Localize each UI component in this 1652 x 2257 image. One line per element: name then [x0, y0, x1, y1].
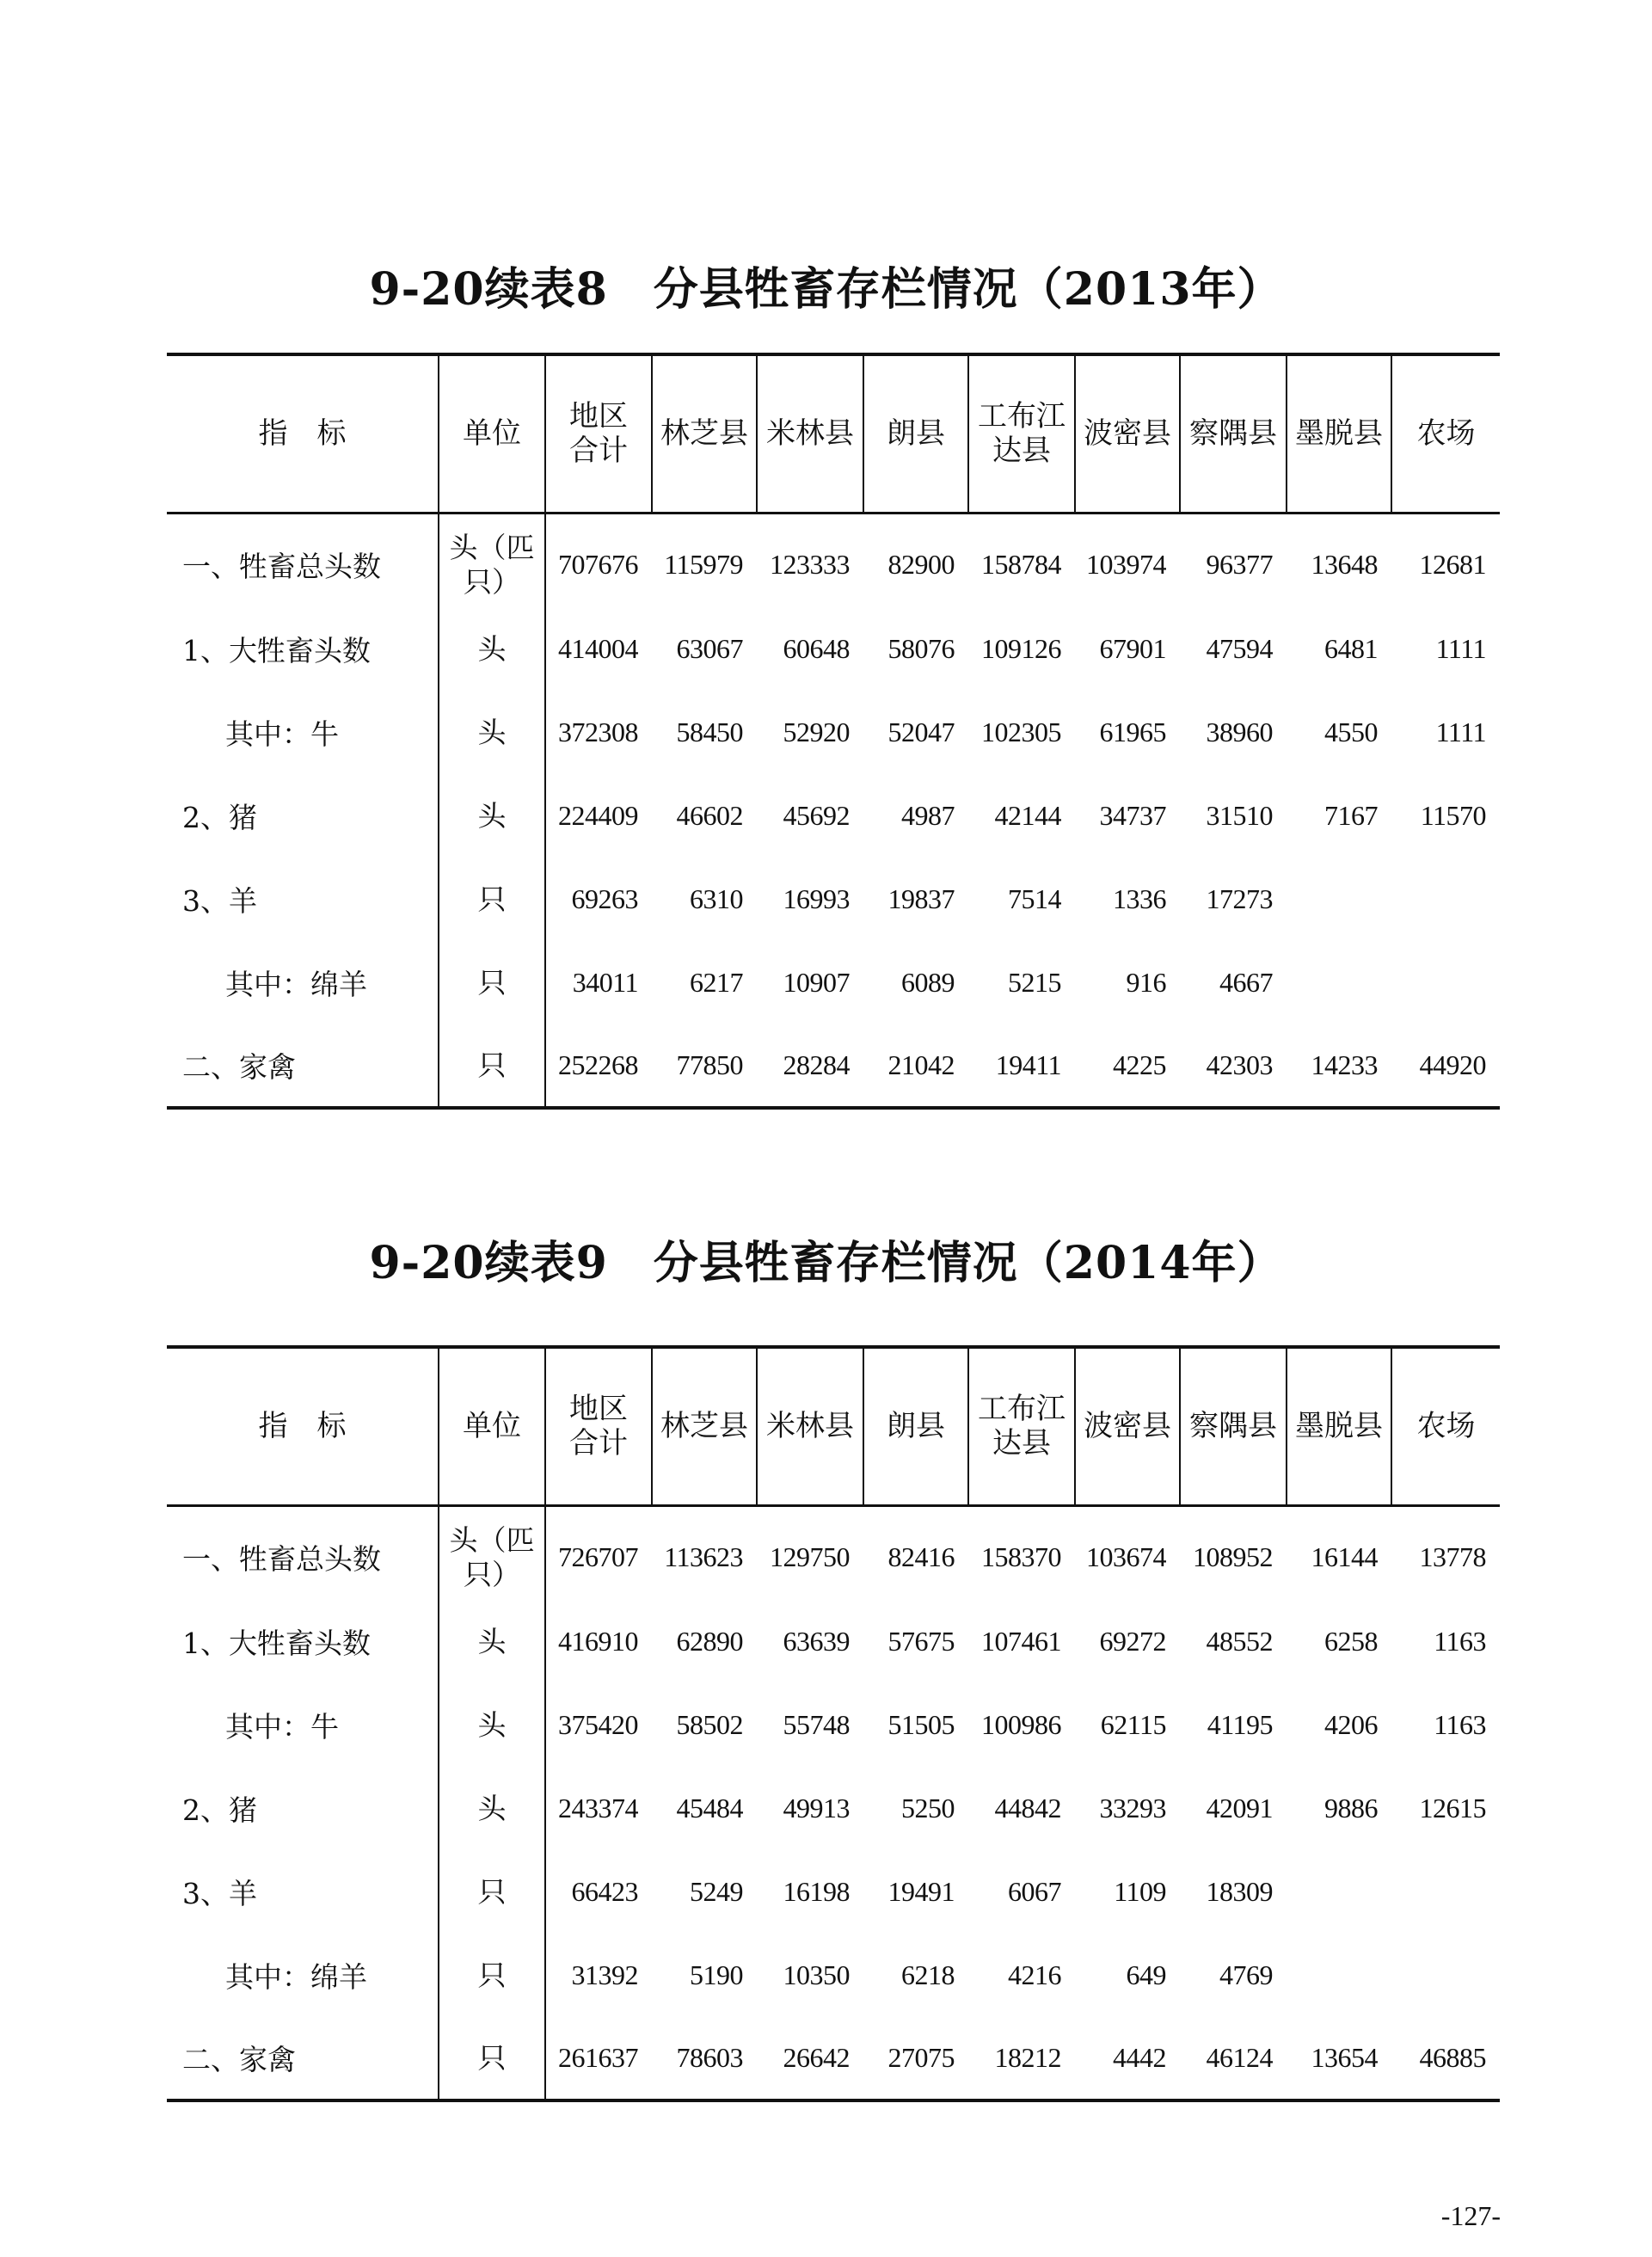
- header-chayu: 察隅县: [1180, 1347, 1287, 1505]
- value-cell: 51505: [887, 1709, 955, 1740]
- unit-cell: 头（匹 只）: [439, 1505, 545, 1600]
- value-cell: 44920: [1419, 1049, 1486, 1080]
- table-row: [167, 691, 1500, 774]
- value-cell: 115979: [664, 548, 743, 580]
- header-region-total: 地区 合计: [545, 1347, 652, 1505]
- table-row: [167, 1600, 1500, 1683]
- value-cell: 372308: [558, 716, 638, 747]
- livestock-table-2014: [167, 1345, 1500, 2102]
- value-cell: 261637: [558, 2042, 638, 2073]
- header-linzhi: 林芝县: [652, 354, 757, 513]
- value-cell: 27075: [887, 2042, 955, 2073]
- table-row: [167, 1850, 1500, 1934]
- value-cell: 69272: [1099, 1626, 1166, 1657]
- value-cell: 18212: [994, 2042, 1061, 2073]
- value-cell: 123333: [770, 548, 850, 580]
- value-cell: 9886: [1324, 1793, 1378, 1823]
- value-cell: 69263: [571, 883, 638, 914]
- value-cell: 38960: [1206, 716, 1273, 747]
- value-cell: 31392: [571, 1959, 638, 1990]
- unit-cell: 只: [439, 941, 545, 1024]
- table-title-2014: 9-20续表9 分县牲畜存栏情况（2014年）: [369, 1237, 1283, 1289]
- value-cell: 11570: [1420, 800, 1486, 831]
- value-cell: 13654: [1311, 2042, 1378, 2073]
- table-row: [167, 858, 1500, 941]
- value-cell: 45692: [783, 800, 850, 831]
- table-body: [167, 1505, 1500, 2100]
- value-cell: 52920: [783, 716, 850, 747]
- header-bomi: 波密县: [1075, 1347, 1180, 1505]
- value-cell: 6218: [901, 1959, 955, 1990]
- value-cell: 414004: [558, 633, 638, 664]
- value-cell: 10350: [783, 1959, 850, 1990]
- value-cell: 5249: [690, 1876, 743, 1907]
- value-cell: 6310: [690, 883, 743, 914]
- value-cell: 13778: [1419, 1541, 1486, 1572]
- indicator-cell: 3、羊: [182, 884, 257, 918]
- table-header-row: [167, 1347, 1500, 1505]
- header-chayu: 察隅县: [1180, 354, 1287, 513]
- header-motuo: 墨脱县: [1287, 354, 1391, 513]
- value-cell: 7514: [1008, 883, 1061, 914]
- table-row: [167, 1767, 1500, 1850]
- table-row: [167, 774, 1500, 858]
- value-cell: 60648: [783, 633, 850, 664]
- value-cell: 108952: [1193, 1541, 1273, 1572]
- header-indicator: 指 标: [167, 354, 439, 513]
- value-cell: 224409: [558, 800, 638, 831]
- value-cell: 62890: [676, 1626, 743, 1657]
- value-cell: [1287, 1850, 1391, 1934]
- indicator-cell: 二、家禽: [182, 2043, 296, 2076]
- value-cell: 103674: [1086, 1541, 1166, 1572]
- value-cell: 58450: [676, 716, 743, 747]
- value-cell: 129750: [770, 1541, 850, 1572]
- header-milin: 米林县: [757, 354, 863, 513]
- unit-cell: 只: [439, 2017, 545, 2100]
- value-cell: 6481: [1324, 633, 1378, 664]
- header-langxian: 朗县: [863, 354, 968, 513]
- value-cell: 5215: [1008, 967, 1061, 998]
- value-cell: 4225: [1113, 1049, 1166, 1080]
- value-cell: [1391, 1850, 1500, 1934]
- value-cell: 46124: [1206, 2042, 1273, 2073]
- value-cell: 66423: [571, 1876, 638, 1907]
- header-motuo: 墨脱县: [1287, 1347, 1391, 1505]
- value-cell: 7167: [1324, 800, 1378, 831]
- value-cell: 12615: [1419, 1793, 1486, 1823]
- value-cell: 4206: [1324, 1709, 1378, 1740]
- value-cell: 48552: [1206, 1626, 1273, 1657]
- value-cell: 5250: [901, 1793, 955, 1823]
- header-unit: 单位: [439, 1347, 545, 1505]
- value-cell: 4216: [1008, 1959, 1061, 1990]
- value-cell: 55748: [783, 1709, 850, 1740]
- value-cell: 46602: [676, 800, 743, 831]
- livestock-table-2013: [167, 353, 1500, 1110]
- table-row: [167, 2017, 1500, 2100]
- table-row: [167, 1683, 1500, 1767]
- value-cell: [1391, 1934, 1500, 2017]
- header-farm: 农场: [1391, 1347, 1500, 1505]
- table-row: [167, 607, 1500, 691]
- value-cell: 42303: [1206, 1049, 1273, 1080]
- value-cell: 1163: [1434, 1626, 1486, 1657]
- indicator-cell: 1、大牲畜头数: [182, 1627, 371, 1660]
- value-cell: 5190: [690, 1959, 743, 1990]
- value-cell: [1391, 941, 1500, 1024]
- value-cell: 4987: [901, 800, 955, 831]
- value-cell: [1287, 858, 1391, 941]
- value-cell: 1111: [1435, 633, 1486, 664]
- value-cell: 21042: [887, 1049, 955, 1080]
- indicator-cell: 其中：绵羊: [225, 1960, 367, 1994]
- table-header-row: [167, 354, 1500, 513]
- indicator-cell: 二、家禽: [182, 1050, 296, 1084]
- value-cell: 726707: [558, 1541, 638, 1572]
- value-cell: 19491: [887, 1876, 955, 1907]
- value-cell: 46885: [1419, 2042, 1486, 2073]
- table-row: [167, 941, 1500, 1024]
- table-row: [167, 1024, 1500, 1108]
- value-cell: 375420: [558, 1709, 638, 1740]
- header-indicator: 指 标: [167, 1347, 439, 1505]
- unit-cell: 头: [439, 774, 545, 858]
- value-cell: 18309: [1206, 1876, 1273, 1907]
- indicator-cell: 2、猪: [182, 1793, 257, 1827]
- value-cell: 42091: [1206, 1793, 1273, 1823]
- unit-cell: 头: [439, 1767, 545, 1850]
- value-cell: 31510: [1206, 800, 1273, 831]
- value-cell: 4442: [1113, 2042, 1166, 2073]
- value-cell: 57675: [887, 1626, 955, 1657]
- value-cell: 649: [1126, 1959, 1166, 1990]
- value-cell: 4667: [1219, 967, 1273, 998]
- indicator-cell: 1、大牲畜头数: [182, 634, 371, 667]
- value-cell: 58076: [887, 633, 955, 664]
- header-farm: 农场: [1391, 354, 1500, 513]
- value-cell: 19837: [887, 883, 955, 914]
- indicator-cell: 2、猪: [182, 801, 257, 834]
- page-number: -127-: [1440, 2200, 1501, 2231]
- value-cell: [1287, 1934, 1391, 2017]
- value-cell: 96377: [1206, 548, 1273, 580]
- value-cell: 4550: [1324, 716, 1378, 747]
- indicator-cell: 3、羊: [182, 1877, 257, 1910]
- unit-cell: 头（匹 只）: [439, 513, 545, 607]
- value-cell: 158784: [981, 548, 1061, 580]
- indicator-cell: 一、牲畜总头数: [182, 1541, 381, 1576]
- value-cell: 14233: [1311, 1049, 1378, 1080]
- value-cell: 58502: [676, 1709, 743, 1740]
- value-cell: 63067: [676, 633, 743, 664]
- value-cell: 16144: [1311, 1541, 1378, 1572]
- table-body: [167, 513, 1500, 1108]
- value-cell: 113623: [664, 1541, 743, 1572]
- value-cell: 26642: [783, 2042, 850, 2073]
- unit-cell: 头: [439, 1683, 545, 1767]
- indicator-cell: 其中：绵羊: [225, 968, 367, 1001]
- value-cell: 17273: [1206, 883, 1273, 914]
- header-gongbujiangda: 工布江 达县: [968, 1347, 1075, 1505]
- value-cell: 44842: [994, 1793, 1061, 1823]
- value-cell: 82416: [887, 1541, 955, 1572]
- value-cell: 252268: [558, 1049, 638, 1080]
- value-cell: 6217: [690, 967, 743, 998]
- table-row: [167, 1934, 1500, 2017]
- value-cell: 1336: [1113, 883, 1166, 914]
- value-cell: 6089: [901, 967, 955, 998]
- value-cell: 47594: [1206, 633, 1273, 664]
- unit-cell: 只: [439, 1024, 545, 1108]
- header-linzhi: 林芝县: [652, 1347, 757, 1505]
- value-cell: 34737: [1099, 800, 1166, 831]
- value-cell: 416910: [558, 1626, 638, 1657]
- unit-cell: 头: [439, 691, 545, 774]
- table-title-2013: 9-20续表8 分县牲畜存栏情况（2013年）: [369, 263, 1283, 316]
- header-bomi: 波密县: [1075, 354, 1180, 513]
- header-gongbujiangda: 工布江 达县: [968, 354, 1075, 513]
- value-cell: 6258: [1324, 1626, 1378, 1657]
- header-unit: 单位: [439, 354, 545, 513]
- value-cell: [1391, 858, 1500, 941]
- value-cell: 1111: [1435, 716, 1486, 747]
- unit-cell: 只: [439, 858, 545, 941]
- value-cell: 49913: [783, 1793, 850, 1823]
- value-cell: 109126: [981, 633, 1061, 664]
- value-cell: 103974: [1086, 548, 1166, 580]
- value-cell: 107461: [981, 1626, 1061, 1657]
- table-row: [167, 1505, 1500, 1600]
- table-row: [167, 513, 1500, 607]
- header-milin: 米林县: [757, 1347, 863, 1505]
- value-cell: 61965: [1099, 716, 1166, 747]
- value-cell: 34011: [572, 967, 638, 998]
- value-cell: 78603: [676, 2042, 743, 2073]
- value-cell: 1109: [1114, 1876, 1166, 1907]
- value-cell: 62115: [1100, 1709, 1166, 1740]
- value-cell: 42144: [994, 800, 1061, 831]
- header-region-total: 地区 合计: [545, 354, 652, 513]
- value-cell: 52047: [887, 716, 955, 747]
- value-cell: 28284: [783, 1049, 850, 1080]
- unit-cell: 只: [439, 1850, 545, 1934]
- indicator-cell: 一、牲畜总头数: [182, 549, 381, 583]
- value-cell: 158370: [981, 1541, 1061, 1572]
- value-cell: 77850: [676, 1049, 743, 1080]
- value-cell: 67901: [1099, 633, 1166, 664]
- value-cell: 243374: [558, 1793, 638, 1823]
- value-cell: 916: [1126, 967, 1166, 998]
- value-cell: 63639: [783, 1626, 850, 1657]
- unit-cell: 只: [439, 1934, 545, 2017]
- value-cell: 16198: [783, 1876, 850, 1907]
- value-cell: 41195: [1207, 1709, 1273, 1740]
- value-cell: 16993: [783, 883, 850, 914]
- value-cell: 707676: [558, 548, 638, 580]
- value-cell: 4769: [1219, 1959, 1273, 1990]
- value-cell: 19411: [995, 1049, 1061, 1080]
- indicator-cell: 其中：牛: [225, 717, 339, 751]
- value-cell: 33293: [1099, 1793, 1166, 1823]
- value-cell: 13648: [1311, 548, 1378, 580]
- value-cell: 102305: [981, 716, 1061, 747]
- value-cell: 100986: [981, 1709, 1061, 1740]
- value-cell: 45484: [676, 1793, 743, 1823]
- value-cell: 12681: [1419, 548, 1486, 580]
- unit-cell: 头: [439, 1600, 545, 1683]
- unit-cell: 头: [439, 607, 545, 691]
- header-langxian: 朗县: [863, 1347, 968, 1505]
- value-cell: 82900: [887, 548, 955, 580]
- value-cell: 1163: [1434, 1709, 1486, 1740]
- value-cell: 10907: [783, 967, 850, 998]
- value-cell: 6067: [1008, 1876, 1061, 1907]
- value-cell: [1287, 941, 1391, 1024]
- indicator-cell: 其中：牛: [225, 1710, 339, 1743]
